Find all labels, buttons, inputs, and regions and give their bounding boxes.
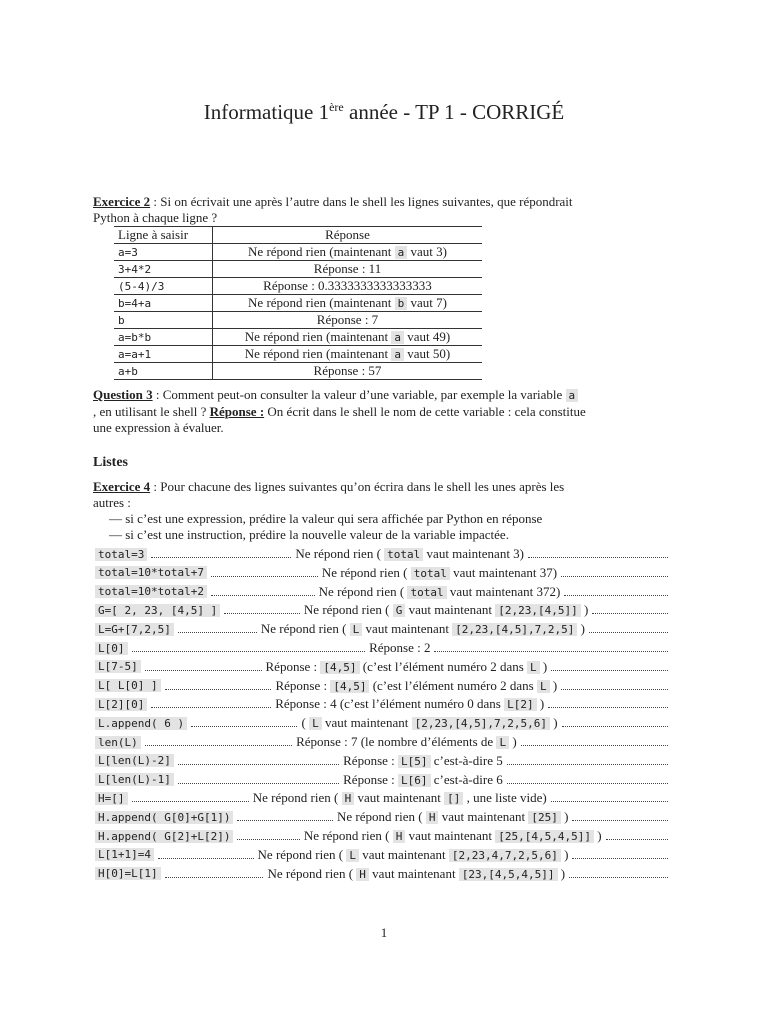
answer-text: vaut maintenant (321, 715, 412, 731)
answer-text: Ne répond rien ( (321, 564, 411, 580)
code-text: a=a+1 (118, 348, 152, 361)
answer-code: H (356, 868, 369, 881)
answer (253, 790, 547, 806)
exercise-line (95, 846, 672, 864)
exercise-line (95, 677, 672, 695)
code-input: L[len(L)-1] (95, 773, 174, 786)
table-cell-response (213, 261, 483, 278)
exercise-line (95, 620, 672, 638)
answer-text: ( (301, 715, 310, 731)
exercise-line (95, 865, 672, 883)
exercise-2-intro (93, 194, 675, 226)
dotted-leader (561, 575, 668, 577)
answer-text: Ne répond rien ( (303, 828, 393, 843)
response-text: Réponse : 11 (313, 261, 382, 276)
answer-label: Réponse : (209, 404, 265, 419)
title-rest: année - TP 1 - CORRIGÉ (343, 100, 565, 124)
answer (343, 772, 503, 788)
exercise-2-text: : Si on écrivait une après l’autre dans le shell les lignes suivantes, que répondrait (150, 194, 573, 209)
section-heading-listes: Listes (93, 455, 128, 470)
page-title (0, 100, 768, 125)
answer-text: , une liste vide) (463, 790, 547, 806)
table-cell-input (114, 278, 213, 295)
answer (304, 828, 602, 844)
answer-text: Ne répond rien ( (257, 846, 347, 862)
dotted-leader (237, 838, 299, 840)
table-cell-input (114, 346, 213, 363)
title-main: Informatique 1 (203, 100, 330, 124)
code-input: G=[ 2, 23, [4,5] ] (95, 604, 220, 617)
answer-text: ) (580, 602, 589, 618)
response-text: Réponse : 0.3333333333333333 (263, 278, 432, 293)
code-text: a=b*b (118, 331, 152, 344)
table-cell-response (213, 346, 483, 363)
response-text: Ne répond rien (maintenant (248, 244, 395, 259)
code-text: a+b (118, 365, 138, 378)
answer-text: Ne répond rien ( (295, 546, 385, 561)
answer-code: L (527, 661, 540, 674)
code-text: b (118, 314, 125, 327)
answer-text: c’est-à-dire 5 (430, 752, 503, 768)
variable-code: a (391, 348, 404, 361)
code-input: L[len(L)-2] (95, 754, 174, 767)
title-sup: ère (329, 100, 344, 114)
dotted-leader (528, 556, 668, 558)
exercise-line (95, 639, 672, 657)
dotted-leader (569, 876, 668, 878)
exercise-line (95, 601, 672, 619)
code-input: L[0] (95, 642, 128, 655)
answer (319, 584, 561, 600)
table-cell-input (114, 329, 213, 346)
answer-code: [2,23,[4,5],7,2,5] (452, 623, 577, 636)
dotted-leader (548, 706, 668, 708)
response-text: Ne répond rien (maintenant (244, 329, 392, 344)
dotted-leader (561, 688, 668, 690)
dotted-leader (178, 763, 339, 765)
response-text: Ne répond rien (maintenant (244, 346, 392, 361)
code-input: total=10*total+7 (95, 566, 207, 579)
dotted-leader (178, 782, 339, 784)
question-3-var: a (566, 389, 579, 402)
dotted-leader (165, 876, 264, 878)
answer (275, 678, 557, 694)
code-input: L[ L[0] ] (95, 679, 161, 692)
answer (261, 621, 585, 637)
exercise-line (95, 752, 672, 770)
table-cell-response (213, 312, 483, 329)
question-3-label: Question 3 (93, 387, 153, 402)
answer-code: L[5] (398, 755, 431, 768)
question-3-text: : Comment peut-on consulter la valeur d’une variable, par exemple la variable (152, 387, 566, 402)
code-input: H=[] (95, 792, 128, 805)
answer-text: vaut maintenant (405, 828, 496, 843)
code-input: H.append( G[2]+L[2]) (95, 830, 233, 843)
exercise-line (95, 808, 672, 826)
dotted-leader (132, 650, 366, 652)
answer-text: ) (536, 696, 545, 712)
answer-code: H (393, 830, 406, 843)
table-cell-input (114, 244, 213, 261)
answer-code: total (411, 567, 450, 580)
answer-text: Ne répond rien ( (267, 865, 357, 881)
answer-text: vaut maintenant 3) (423, 546, 525, 561)
table-cell-input (114, 295, 213, 312)
table-row (114, 295, 482, 312)
answer-code: L (309, 717, 322, 730)
variable-code: a (395, 246, 408, 259)
table-cell-response (213, 295, 483, 312)
dotted-leader (132, 800, 249, 802)
answer-text: Réponse : 4 (c’est l’élément numéro 0 dans (275, 696, 505, 712)
dotted-leader (158, 857, 254, 859)
answer-text: (c’est l’élément numéro 2 dans (359, 658, 528, 674)
code-text: (5-4)/3 (118, 280, 165, 293)
answer-text: Ne répond rien ( (252, 790, 342, 806)
answer-text: Réponse : 7 (le nombre d’éléments de (296, 734, 497, 749)
answer-text: ) (593, 828, 602, 843)
response-text: Ne répond rien (maintenant (248, 295, 395, 310)
question-3-text-2: , en utilisant le shell ? (93, 404, 210, 419)
dotted-leader (521, 744, 668, 746)
dotted-leader (145, 669, 262, 671)
code-input: L.append( 6 ) (95, 717, 187, 730)
answer-text: ) (550, 715, 558, 731)
answer (322, 565, 557, 581)
dotted-leader (564, 594, 668, 596)
variable-code: b (395, 297, 408, 310)
exercise-line (95, 789, 672, 807)
answer-text: Ne répond rien ( (318, 583, 408, 599)
dotted-leader (237, 819, 333, 821)
table-row (114, 346, 482, 363)
answer-code: H (342, 792, 355, 805)
exercise-4-bullet-1: — si c’est une expression, prédire la valeur qui sera affichée par Python en réponse (109, 511, 543, 526)
dotted-leader (151, 706, 271, 708)
answer-text: vaut maintenant (362, 621, 453, 637)
question-3-answer: On écrit dans le shell le nom de cette variable : cela constitue (264, 404, 586, 419)
code-input: L=G+[7,2,5] (95, 623, 174, 636)
exercise-line (95, 695, 672, 713)
answer (266, 659, 548, 675)
answer-text: ) (557, 865, 566, 881)
response-text-end: vaut 7) (407, 295, 447, 310)
answer-text: vaut maintenant 37) (449, 564, 558, 580)
table-cell-input (114, 312, 213, 329)
answer-code: L[2] (504, 698, 537, 711)
answer (369, 640, 430, 656)
table-header-response: Réponse (213, 227, 483, 244)
answer-code: H (426, 811, 439, 824)
answer-code: G (393, 604, 406, 617)
answer (337, 809, 568, 825)
answer-text: Réponse : (275, 677, 331, 693)
code-text: b=4+a (118, 297, 152, 310)
answer-code: [4,5] (330, 680, 369, 693)
answer-text: ) (509, 734, 517, 749)
answer (275, 696, 544, 712)
answer (267, 866, 565, 882)
exercise-4-bullet-2: — si c’est une instruction, prédire la nouvelle valeur de la variable impactée. (109, 527, 509, 542)
answer-text: vaut maintenant (358, 846, 449, 862)
answer-text: vaut maintenant (354, 790, 445, 806)
answer-code: [4,5] (320, 661, 359, 674)
question-3 (93, 387, 675, 436)
dotted-leader (178, 631, 257, 633)
answer-text: Réponse : (265, 658, 321, 674)
table-header-row (114, 227, 482, 244)
answer-text: Réponse : (343, 752, 399, 768)
exercise-2-text-2: Python à chaque ligne ? (93, 210, 218, 225)
question-3-answer-2: une expression à évaluer. (93, 420, 224, 435)
page-number: 1 (380, 925, 388, 940)
exercise-line (95, 658, 672, 676)
answer-text: vaut maintenant (368, 865, 459, 881)
dotted-leader (151, 556, 291, 558)
answer (343, 753, 503, 769)
answer-text: Ne répond rien ( (303, 602, 393, 618)
dotted-leader (434, 650, 668, 652)
answer-code: total (384, 548, 423, 561)
answer-text: Réponse : 2 (369, 640, 431, 655)
answer-text: Ne répond rien ( (337, 809, 426, 825)
answer-code: L[6] (398, 774, 431, 787)
table-cell-response (213, 244, 483, 261)
answer-code: [23,[4,5,4,5]] (459, 868, 558, 881)
exercise-4-intro (93, 479, 675, 543)
code-input: total=10*total+2 (95, 585, 207, 598)
answer-text: Ne répond rien ( (260, 621, 350, 637)
table-cell-response (213, 363, 483, 380)
table-row (114, 278, 482, 295)
dotted-leader (562, 725, 668, 727)
dotted-leader (191, 725, 297, 727)
dotted-leader (589, 631, 668, 633)
table-row (114, 329, 482, 346)
response-text-end: vaut 50) (403, 346, 451, 361)
code-input: total=3 (95, 548, 147, 561)
dotted-leader (224, 612, 300, 614)
dotted-leader (507, 782, 668, 784)
code-input: L[7-5] (95, 660, 141, 673)
exercise-4-label: Exercice 4 (93, 479, 151, 494)
answer-text: vaut maintenant (438, 809, 529, 825)
table-row (114, 261, 482, 278)
table-cell-response (213, 278, 483, 295)
answer-code: L (496, 736, 509, 749)
exercise-line (95, 827, 672, 845)
code-input: len(L) (95, 736, 141, 749)
dotted-leader (572, 857, 668, 859)
answer-code: [2,23,[4,5]] (495, 604, 580, 617)
code-input: H[0]=L[1] (95, 867, 161, 880)
answer-text: vaut maintenant (405, 602, 496, 618)
variable-code: a (391, 331, 404, 344)
dotted-leader (551, 800, 668, 802)
response-text-end: vaut 49) (403, 329, 451, 344)
table-row (114, 244, 482, 261)
answer-text: c’est-à-dire 6 (430, 771, 503, 787)
dotted-leader (145, 744, 292, 746)
code-text: a=3 (118, 246, 138, 259)
answer-code: [25] (528, 811, 561, 824)
answer-text: ) (577, 621, 585, 637)
answer-text: ) (560, 846, 569, 862)
answer-code: L (346, 849, 359, 862)
answer (258, 847, 569, 863)
exercise-line (95, 545, 672, 563)
answer-code: [2,23,4,7,2,5,6] (449, 849, 561, 862)
answer-text: Réponse : (343, 771, 399, 787)
exercise-4-text: : Pour chacune des lignes suivantes qu’on écrira dans le shell les unes après les (150, 479, 565, 494)
answer-text: (c’est l’élément numéro 2 dans (369, 677, 537, 693)
table-body (114, 244, 482, 380)
exercise-line (95, 583, 672, 601)
dotted-leader (211, 594, 315, 596)
table-cell-input (114, 363, 213, 380)
table-cell-input (114, 261, 213, 278)
answer (295, 546, 524, 562)
answer-text: ) (539, 658, 548, 674)
code-input: L[1+1]=4 (95, 848, 154, 861)
exercise-line (95, 771, 672, 789)
exercise-line (95, 714, 672, 732)
dotted-leader (572, 819, 668, 821)
dotted-leader (606, 838, 668, 840)
answer-code: [] (444, 792, 463, 805)
answer-code: L (350, 623, 363, 636)
dotted-leader (592, 612, 668, 614)
exercise-4-text-2: autres : (93, 495, 131, 510)
exercise-2-table (114, 226, 482, 380)
answer-code: [2,23,[4,5],7,2,5,6] (412, 717, 550, 730)
code-input: L[2][0] (95, 698, 147, 711)
response-text-end: vaut 3) (407, 244, 447, 259)
answer (296, 734, 517, 750)
dotted-leader (551, 669, 668, 671)
exercise-2-label: Exercice 2 (93, 194, 151, 209)
exercise-line (95, 564, 672, 582)
answer (301, 715, 557, 731)
answer (304, 602, 588, 618)
answer-text: vaut maintenant 372) (446, 583, 561, 599)
dotted-leader (165, 688, 272, 690)
table-row (114, 363, 482, 380)
answer-code: [25,[4,5,4,5]] (495, 830, 594, 843)
table-header-input: Ligne à saisir (114, 227, 213, 244)
code-text: 3+4*2 (118, 263, 152, 276)
response-text: Réponse : 7 (316, 312, 379, 327)
answer-text: ) (549, 677, 558, 693)
dotted-leader (507, 763, 668, 765)
answer-text: ) (560, 809, 569, 825)
answer-code: total (407, 586, 446, 599)
exercise-line (95, 733, 672, 751)
answer-code: L (537, 680, 550, 693)
table-row (114, 312, 482, 329)
code-input: H.append( G[0]+G[1]) (95, 811, 233, 824)
dotted-leader (211, 575, 318, 577)
response-text: Réponse : 57 (313, 363, 382, 378)
table-cell-response (213, 329, 483, 346)
